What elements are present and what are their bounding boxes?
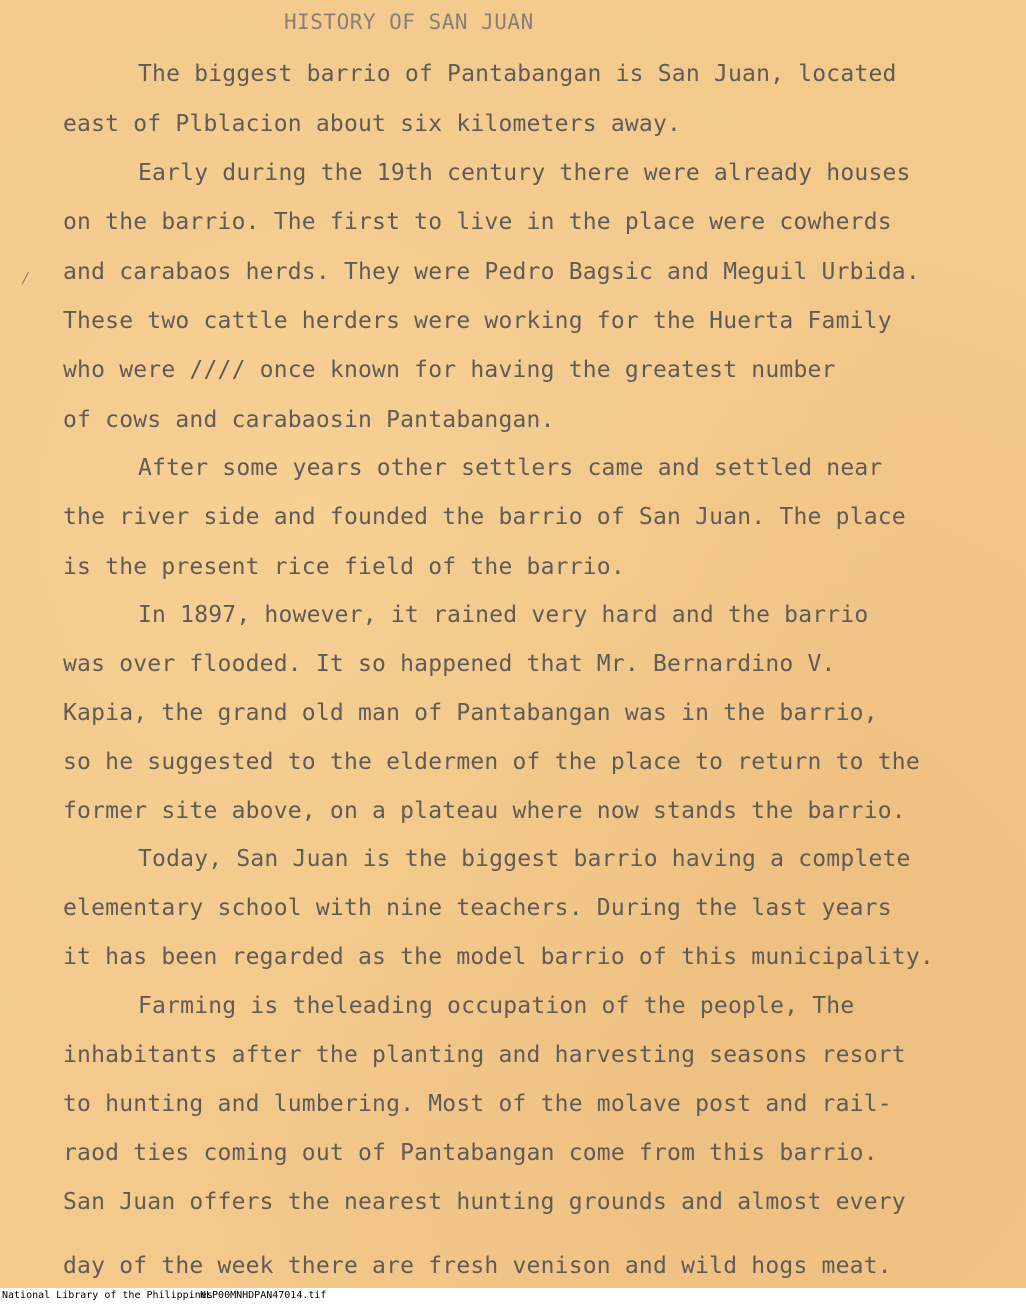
scan-footer	[0, 1288, 1026, 1304]
document-title: HISTORY OF SAN JUAN	[284, 10, 534, 34]
footer-source: National Library of the Philippines	[2, 1290, 213, 1301]
text-line: and carabaos herds. They were Pedro Bagsic and Meguil Urbida.	[63, 259, 920, 285]
text-line: After some years other settlers came and settled near	[138, 455, 883, 481]
footer-file: NLP00MNHDPAN47014.tif	[200, 1290, 327, 1301]
text-line: day of the week there are fresh venison and wild hogs meat.	[63, 1253, 892, 1279]
text-line: former site above, on a plateau where now stands the barrio.	[63, 798, 906, 824]
text-line: the river side and founded the barrio of San Juan. The place	[63, 504, 906, 530]
text-line: Today, San Juan is the biggest barrio having a complete	[138, 846, 911, 872]
text-line: In 1897, however, it rained very hard and the barrio	[138, 602, 869, 628]
text-line: These two cattle herders were working for the Huerta Family	[63, 308, 892, 334]
text-line: The biggest barrio of Pantabangan is San Juan, located	[138, 61, 897, 87]
text-line: to hunting and lumbering. Most of the molave post and rail-	[63, 1091, 892, 1117]
text-line: Farming is theleading occupation of the people, The	[138, 993, 855, 1019]
text-line: raod ties coming out of Pantabangan come from this barrio.	[63, 1140, 878, 1166]
text-line: was over flooded. It so happened that Mr. Bernardino V.	[63, 651, 836, 677]
text-line: who were //// once known for having the greatest number	[63, 357, 836, 383]
text-line: it has been regarded as the model barrio of this municipality.	[63, 944, 934, 970]
text-line: on the barrio. The first to live in the place were cowherds	[63, 209, 892, 235]
text-line: of cows and carabaosin Pantabangan.	[63, 407, 555, 433]
text-line: east of Plblacion about six kilometers away.	[63, 111, 682, 137]
text-line: elementary school with nine teachers. During the last years	[63, 895, 892, 921]
text-line: San Juan offers the nearest hunting grounds and almost every	[63, 1189, 906, 1215]
text-line: inhabitants after the planting and harvesting seasons resort	[63, 1042, 906, 1068]
text-line: Early during the 19th century there were already houses	[138, 160, 911, 186]
margin-mark: ⁄	[20, 268, 31, 289]
text-line: Kapia, the grand old man of Pantabangan was in the barrio,	[63, 700, 878, 726]
text-line: is the present rice field of the barrio.	[63, 554, 625, 580]
text-line: so he suggested to the eldermen of the place to return to the	[63, 749, 920, 775]
